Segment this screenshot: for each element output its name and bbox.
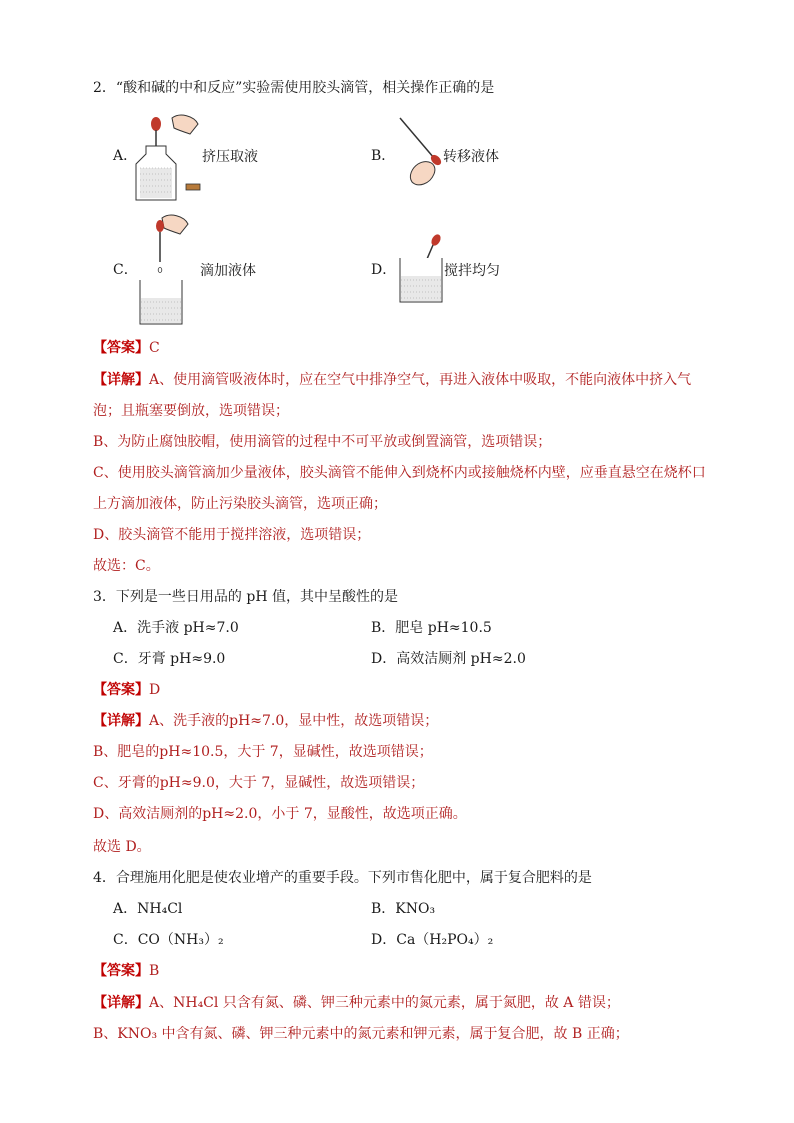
q3-answer-tag: 【答案】: [93, 682, 149, 698]
q2-answer-value: C: [149, 340, 160, 356]
q4-option-d-text: Ca（H₂PO₄）₂: [396, 932, 494, 948]
q4-option-c-text: CO（NH₃）₂: [137, 932, 224, 948]
q3-option-a: [113, 618, 239, 638]
transfer-dropper-illustration: [398, 116, 446, 194]
q2-option-a-label: 挤压取液: [202, 149, 258, 165]
q2-detail-line: 上方滴加液体，防止污染胶头滴管，选项正确；: [93, 496, 387, 512]
q3-option-d-letter: D．: [371, 651, 397, 667]
q3-option-c-text: 牙膏 pH≈9.0: [137, 651, 226, 667]
q3-option-a-text: 洗手液 pH≈7.0: [137, 620, 239, 636]
q4-answer-value: B: [149, 963, 160, 979]
q4-answer: [93, 961, 159, 981]
q4-option-c: [113, 930, 224, 950]
q2-option-b-label: 转移液体: [443, 149, 499, 165]
q3-detail-tag: 【详解】: [93, 713, 149, 729]
q4-answer-tag: 【答案】: [93, 963, 149, 979]
q4-option-d-letter: D．: [371, 932, 397, 948]
q3-stem: 3．下列是一些日用品的 pH 值，其中呈酸性的是: [93, 589, 398, 605]
q4-stem: 4．合理施用化肥是使农业增产的重要手段。下列市售化肥中，属于复合肥料的是: [93, 870, 592, 886]
q2-detail-tag: 【详解】: [93, 372, 149, 388]
q3-detail-line: C、牙膏的pH≈9.0，大于 7，显碱性，故选项错误；: [93, 775, 425, 791]
q2-stem: 2．“酸和碱的中和反应”实验需使用胶头滴管，相关操作正确的是: [93, 80, 495, 96]
q2-option-d-label: 搅拌均匀: [444, 263, 500, 279]
q4-option-b-letter: B．: [371, 901, 396, 917]
q2-option-a-letter: A．: [113, 148, 138, 164]
stir-with-dropper-illustration: [396, 232, 446, 304]
q2-answer: [93, 338, 160, 358]
q4-option-b-text: KNO₃: [395, 901, 436, 917]
q2-option-b-letter: B．: [371, 148, 396, 164]
q3-option-b-text: 肥皂 pH≈10.5: [395, 620, 492, 636]
q4-option-d: [371, 930, 493, 950]
q3-option-d-text: 高效洁厕剂 pH≈2.0: [396, 651, 526, 667]
q2-option-c-letter: C．: [113, 262, 138, 278]
squeeze-dropper-illustration: [132, 112, 212, 206]
q4-option-a-text: NH₄Cl: [137, 901, 183, 917]
q2-detail-line: B、为防止腐蚀胶帽，使用滴管的过程中不可平放或倒置滴管，选项错误；: [93, 434, 552, 450]
q2-answer-tag: 【答案】: [93, 340, 149, 356]
q2-option-c-label: 滴加液体: [200, 263, 256, 279]
q3-detail-text: A、洗手液的pH≈7.0，显中性，故选项错误；: [149, 713, 439, 729]
q3-detail-line: [93, 711, 438, 731]
q2-detail-line: [93, 370, 691, 390]
q3-option-b-letter: B．: [371, 620, 396, 636]
q2-detail-line: C、使用胶头滴管滴加少量液体，胶头滴管不能伸入到烧杯内或接触烧杯内壁，应垂直悬空在烧杯口: [93, 465, 706, 481]
q4-detail-line: [93, 993, 620, 1013]
q3-option-c: [113, 649, 225, 669]
q2-detail-line: 泡；且瓶塞要倒放，选项错误；: [93, 403, 289, 419]
q3-option-a-letter: A．: [113, 620, 138, 636]
q2-detail-text: A、使用滴管吸液体时，应在空气中排净空气，再进入液体中吸取，不能向液体中挤入气: [149, 372, 692, 388]
q3-option-d: [371, 649, 526, 669]
q3-detail-line: B、肥皂的pH≈10.5，大于 7，显碱性，故选项错误；: [93, 744, 433, 760]
q3-detail-line: 故选 D。: [93, 839, 151, 855]
q4-option-c-letter: C．: [113, 932, 138, 948]
q3-option-c-letter: C．: [113, 651, 138, 667]
q3-detail-line: D、高效洁厕剂的pH≈2.0，小于 7，显酸性，故选项正确。: [93, 806, 467, 822]
q2-detail-line: D、胶头滴管不能用于搅拌溶液，选项错误；: [93, 527, 371, 543]
q4-detail-tag: 【详解】: [93, 995, 149, 1011]
q3-answer-value: D: [149, 682, 161, 698]
q4-detail-text: A、NH₄Cl 只含有氮、磷、钾三种元素中的氮元素，属于氮肥，故 A 错误；: [149, 995, 620, 1011]
q4-option-b: [371, 899, 435, 919]
q3-option-b: [371, 618, 492, 638]
add-drops-illustration: [136, 212, 196, 328]
q2-option-d-letter: D．: [371, 262, 397, 278]
q4-option-a: [113, 899, 182, 919]
q4-detail-line: B、KNO₃ 中含有氮、磷、钾三种元素中的氮元素和钾元素，属于复合肥，故 B 正确；: [93, 1026, 629, 1042]
q3-answer: [93, 680, 160, 700]
q2-detail-line: 故选：C。: [93, 558, 160, 574]
q4-option-a-letter: A．: [113, 901, 138, 917]
